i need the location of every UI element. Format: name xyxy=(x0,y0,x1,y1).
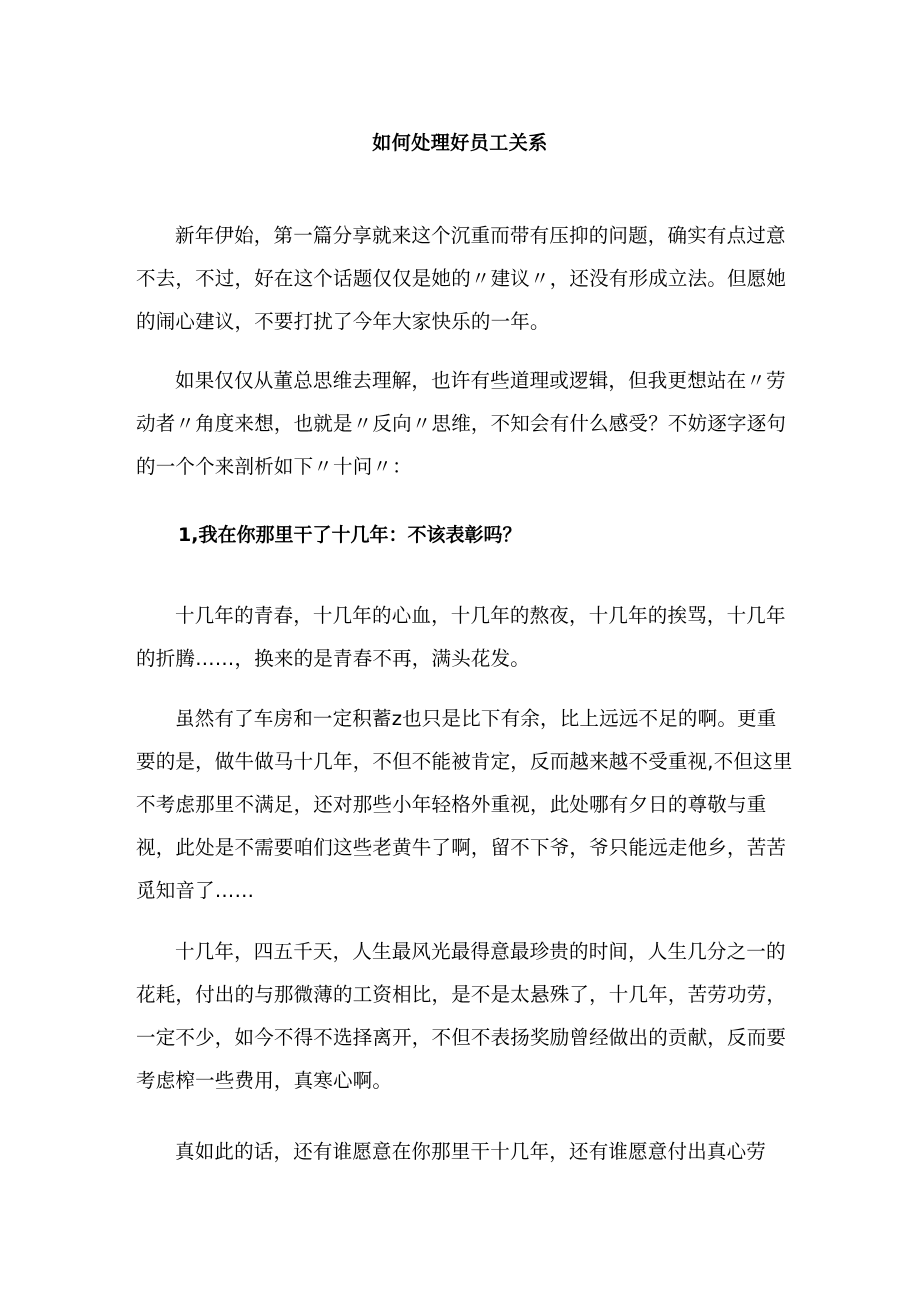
paragraph-youth: 十几年的青春，十几年的心血，十几年的熬夜，十几年的挨骂，十几年的折腾……，换来的是青春不再，满头花发。 xyxy=(136,604,786,670)
paragraph-years: 十几年，四五千天，人生最风光最得意最珍贵的时间，人生几分之一的花耗，付出的与那微薄的工资相比，是不是太悬殊了，十几年，苦劳功劳，一定不少，如今不得不选择离开，不但不表扬奖励曾经做出的贡献，反而要考虑榨一些费用，真寒心啊。 xyxy=(136,940,787,1092)
paragraph-savings: 虽然有了车房和一定积蓄z也只是比下有余，比上远远不足的啊。更重要的是，做牛做马十几年，不但不能被肯定，反而越来越不受重视,不但这里不考虑那里不满足，还对那些小年轻格外重视，此处哪有夕日的尊敬与重视，此处是不需要咱们这些老黄牛了啊，留不下爷，爷只能远走他乡，苦苦觅知音了…… xyxy=(136,707,793,902)
paragraph-intro: 新年伊始，第一篇分享就来这个沉重而带有压抑的问题，确实有点过意不去，不过，好在这个话题仅仅是她的〃建议〃，还没有形成立法。但愿她的闹心建议，不要打扰了今年大家快乐的一年。 xyxy=(136,224,787,333)
section-heading: 1,我在你那里干了十几年：不该表彰吗？ xyxy=(178,524,522,546)
paragraph-closing: 真如此的话，还有谁愿意在你那里干十几年，还有谁愿意付出真心劳 xyxy=(175,1140,767,1163)
paragraph-perspective: 如果仅仅从董总思维去理解，也许有些道理或逻辑，但我更想站在〃劳动者〃角度来想，也就是〃反向〃思维，不知会有什么感受？不妨逐字逐句的一个个来剖析如下〃十问〃： xyxy=(136,369,787,478)
document-title: 如何处理好员工关系 xyxy=(372,132,548,154)
